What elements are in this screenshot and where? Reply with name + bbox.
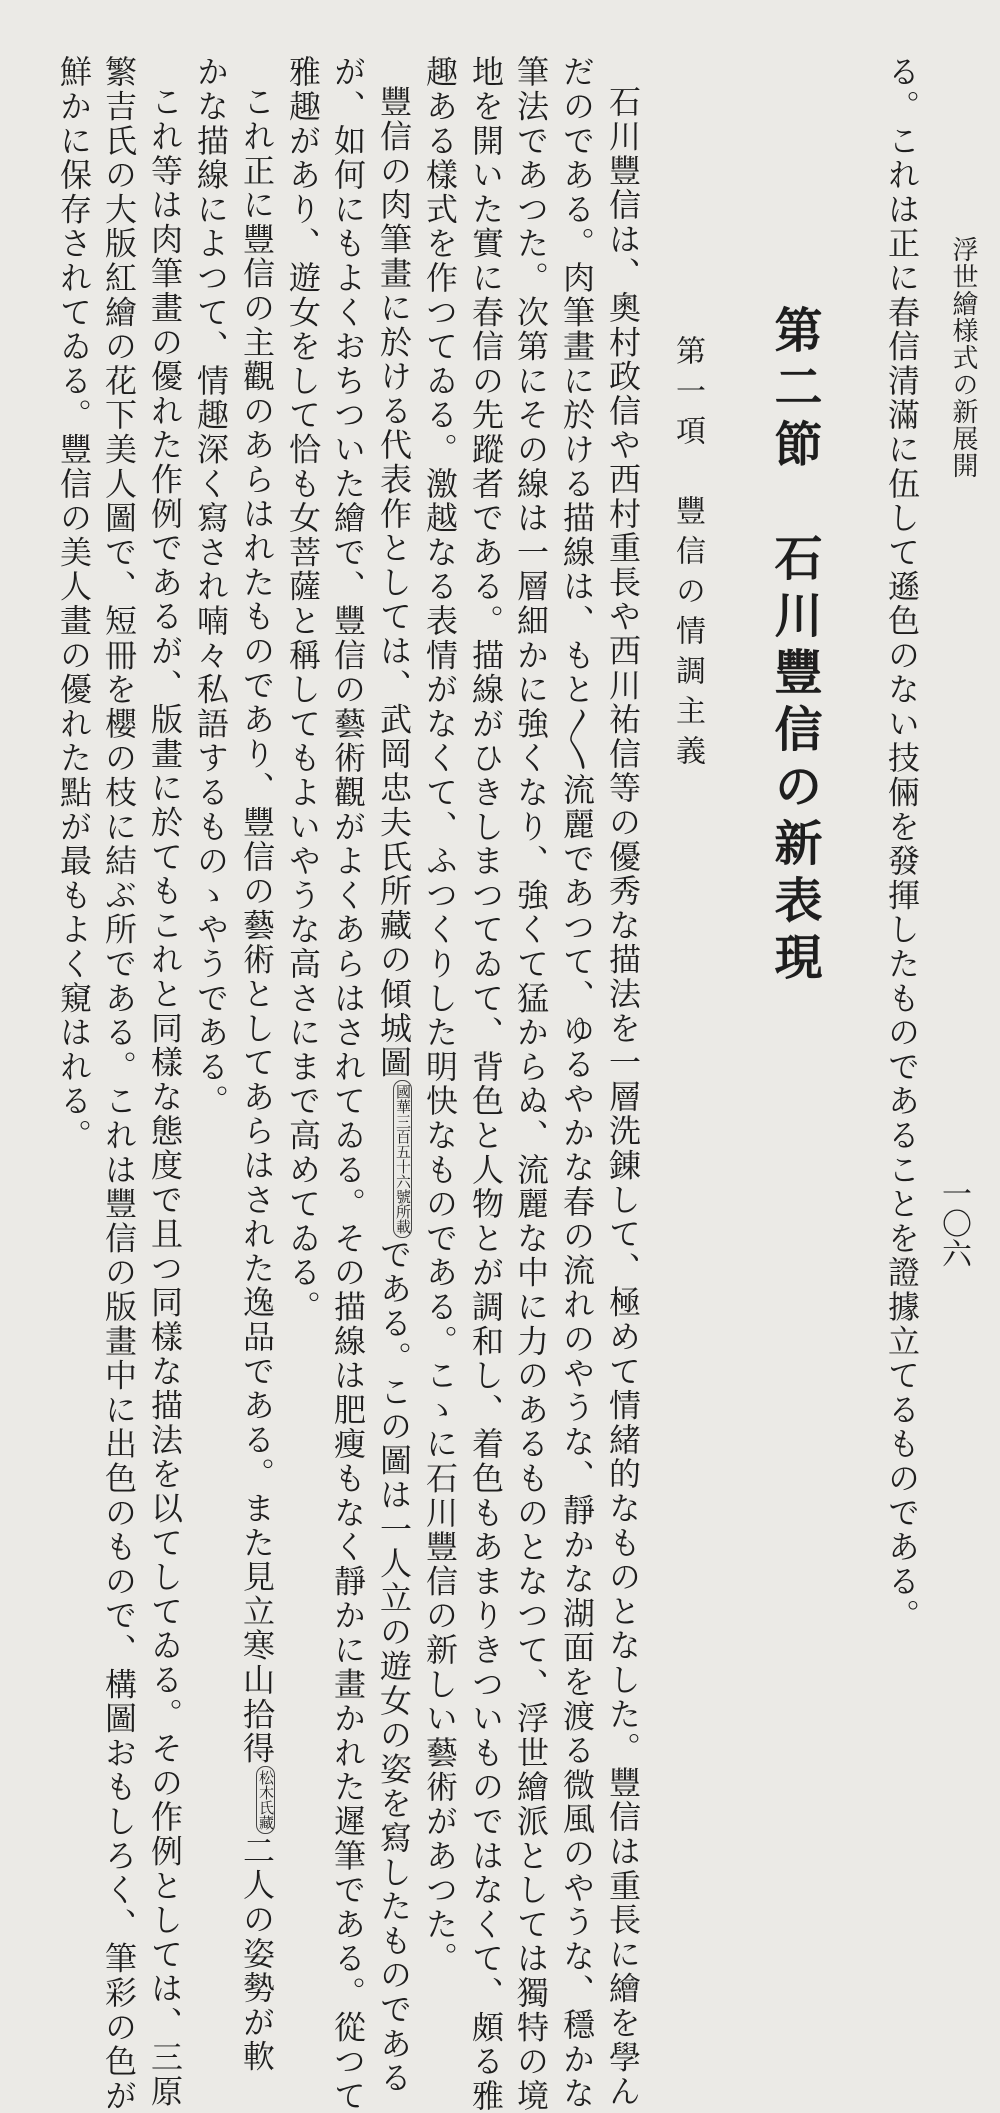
- text-line: る。これは正に春信清滿に伍して遜色のない技倆を發揮したものであることを證據立てるものである。: [883, 55, 921, 1633]
- inline-note: 國華三百五十六號所載: [393, 1080, 412, 1238]
- text-line: これ等は肉筆畫の優れた作例であるが、版畫に於てもこれと同樣な態度で且つ同樣な描法を以てしてゐる。その作例としては、三原: [146, 85, 184, 2109]
- text-segment: 豐信の肉筆畫に於ける代表作としては、武岡忠夫氏所藏の傾城圖: [375, 85, 413, 1080]
- text-line: 鮮かに保存されてゐる。豐信の美人畫の優れた點が最もよく窺はれる。: [55, 55, 93, 1153]
- text-line: 地を開いた實に春信の先蹤者である。描線がひきしまつてゐて、背色と人物とが調和し、着色もあまりきついものではなくて、頗る雅: [467, 55, 505, 2113]
- text-line: 趣ある樣式を作つてゐる。激越なる表情がなくて、ふつくりした明快なものである。こゝに石川豐信の新しい藝術があつた。: [421, 55, 459, 1976]
- text-segment: である。この圖は一人立の遊女の姿を寫したものである: [375, 1237, 413, 2096]
- subsection-title: 第一項 豐信の情調主義: [670, 335, 705, 775]
- text-line: が、如何にもよくおちついた繪で、豐信の藝術觀がよくあらはされてゐる。その描線は肥瘦もなく靜かに畫かれた遲筆である。從つて: [329, 55, 367, 2113]
- running-header: 浮世繪様式の新展開: [948, 236, 978, 479]
- text-line: [375, 85, 413, 2096]
- text-line: [238, 85, 276, 2074]
- text-segment: 二人の姿勢が軟: [238, 1833, 276, 2074]
- text-line: だのである。肉筆畫に於ける描線は、もと〳〵流麗であつて、ゆるやかな春の流れのやうな、靜かな湖面を渡る微風のやうな、穩かな: [558, 55, 596, 2111]
- text-line: 石川豐信は、奧村政信や西村重長や西川祐信等の優秀な描法を一層洗錬して、極めて情緒的なものとなした。豐信は重長に繪を學ん: [604, 85, 642, 2109]
- text-segment: これ正に豐信の主觀のあらはれたものであり、豐信の藝術としてあらはされた逸品である。また見立寒山拾得: [238, 85, 276, 1766]
- text-line: 雅趣があり、遊女をして恰も女菩薩と稱してもよいやうな高さにまで高めてゐる。: [284, 55, 322, 1325]
- page-number: 一〇六: [936, 1178, 971, 1268]
- text-line: かな描線によつて、情趣深く寫され喃々私語するものゝやうである。: [192, 55, 230, 1119]
- text-line: 筆法であつた。次第にその線は一層細かに強くなり、強くて猛からぬ、流麗な中に力のあるものとなつて、浮世繪派としては獨特の境: [512, 55, 550, 2113]
- inline-note: 松木氏藏: [256, 1766, 275, 1834]
- section-title: 第二節 石川豐信の新表現: [766, 305, 822, 989]
- text-line: 繁吉氏の大版紅繪の花下美人圖で、短冊を櫻の枝に結ぶ所である。これは豐信の版畫中に出色のもので、構圖おもしろく、筆彩の色が: [100, 55, 138, 2113]
